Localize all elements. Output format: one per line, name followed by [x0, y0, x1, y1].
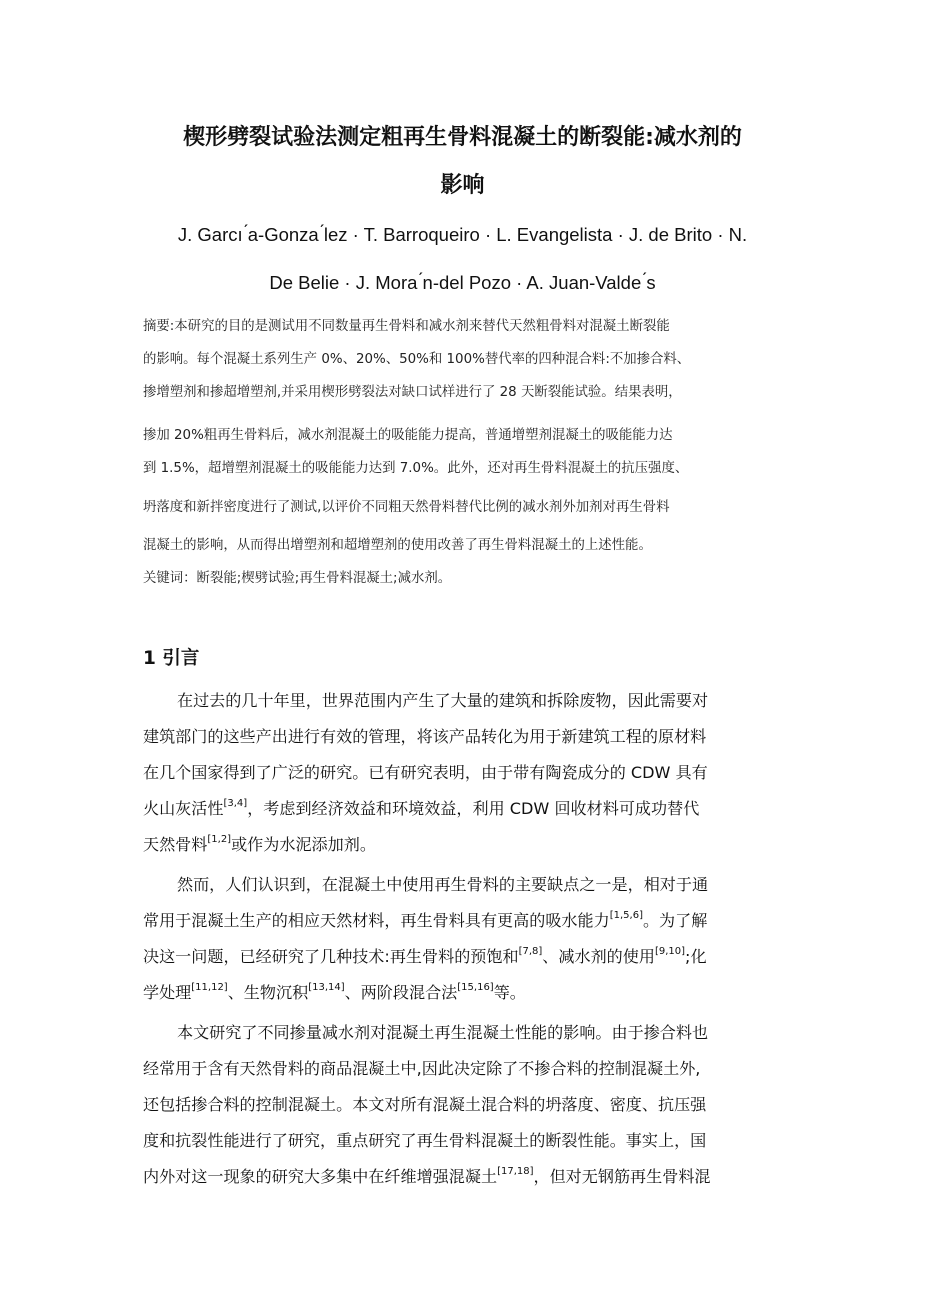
- authors-line-2: De Belie · J. Mora ́n-del Pozo · A. Juan-Valde ́s: [269, 272, 656, 293]
- citation: [3,4]: [223, 797, 248, 809]
- body-line: 内外对这一现象的研究大多集中在纤维增强混凝土[17,18]，但对无钢筋再生骨料混: [143, 1165, 711, 1186]
- body-line: 经常用于含有天然骨料的商品混凝土中,因此决定除了不掺合料的控制混凝土外,: [143, 1059, 701, 1078]
- body-line: 火山灰活性[3,4]，考虑到经济效益和环境效益，利用 CDW 回收材料可成功替代: [143, 797, 700, 818]
- body-line: 学处理[11,12]、生物沉积[13,14]、两阶段混合法[15,16]等。: [143, 981, 526, 1002]
- citation: [17,18]: [497, 1165, 534, 1177]
- citation: [1,5,6]: [609, 909, 643, 921]
- body-line: 还包括掺合料的控制混凝土。本文对所有混凝土混合料的坍落度、密度、抗压强: [143, 1095, 707, 1114]
- body-line: 建筑部门的这些产出进行有效的管理，将该产品转化为用于新建筑工程的原材料: [143, 727, 707, 746]
- body-line: 本文研究了不同掺量减水剂对混凝土再生混凝土性能的影响。由于掺合料也: [177, 1023, 709, 1042]
- abstract-line: 到 1.5%，超增塑剂混凝土的吸能能力达到 7.0%。此外，还对再生骨料混凝土的抗压强度、: [143, 461, 689, 476]
- body-line: 天然骨料[1,2]或作为水泥添加剂。: [143, 833, 376, 854]
- abstract-line: 摘要:本研究的目的是测试用不同数量再生骨料和减水剂来替代天然粗骨料对混凝土断裂能: [143, 319, 670, 334]
- body-line: 在几个国家得到了广泛的研究。已有研究表明，由于带有陶瓷成分的 CDW 具有: [143, 763, 708, 782]
- citation: [15,16]: [457, 981, 494, 993]
- abstract-line: 掺增塑剂和掺超增塑剂,并采用楔形劈裂法对缺口试样进行了 28 天断裂能试验。结果表明，: [143, 385, 682, 400]
- abstract-line: 混凝土的影响，从而得出增塑剂和超增塑剂的使用改善了再生骨料混凝土的上述性能。: [143, 538, 652, 553]
- abstract-line: 坍落度和新拌密度进行了测试,以评价不同粗天然骨料替代比例的减水剂外加剂对再生骨料: [143, 500, 670, 515]
- abstract-line: 掺加 20%粗再生骨料后，减水剂混凝土的吸能能力提高，普通增塑剂混凝土的吸能能力达: [143, 428, 673, 443]
- citation: [9,10]: [654, 945, 686, 957]
- body-line: 在过去的几十年里，世界范围内产生了大量的建筑和拆除废物，因此需要对: [177, 691, 709, 710]
- paper-title-line-1: 楔形劈裂试验法测定粗再生骨料混凝土的断裂能:减水剂的: [183, 125, 742, 150]
- body-line: 常用于混凝土生产的相应天然材料，再生骨料具有更高的吸水能力[1,5,6]。为了解: [143, 909, 708, 930]
- body-line: 决这一问题，已经研究了几种技术:再生骨料的预饱和[7,8]、减水剂的使用[9,10];化: [143, 945, 707, 966]
- paper-title-line-2: 影响: [440, 173, 485, 198]
- citation: [13,14]: [308, 981, 345, 993]
- keywords: 关键词：断裂能;楔劈试验;再生骨料混凝土;减水剂。: [143, 571, 452, 586]
- citation: [7,8]: [518, 945, 543, 957]
- body-line: 然而，人们认识到，在混凝土中使用再生骨料的主要缺点之一是，相对于通: [177, 875, 709, 894]
- section-heading: 1 引言: [143, 648, 200, 669]
- body-line: 度和抗裂性能进行了研究，重点研究了再生骨料混凝土的断裂性能。事实上，国: [143, 1131, 707, 1150]
- abstract-line: 的影响。每个混凝土系列生产 0%、20%、50%和 100%替代率的四种混合料:不加掺合料、: [143, 352, 691, 367]
- citation: [1,2]: [207, 833, 232, 845]
- citation: [11,12]: [191, 981, 228, 993]
- authors-line-1: J. Garcı ́a-Gonza ́lez · T. Barroqueiro · L. Evangelista · J. de Brito · N.: [177, 224, 748, 245]
